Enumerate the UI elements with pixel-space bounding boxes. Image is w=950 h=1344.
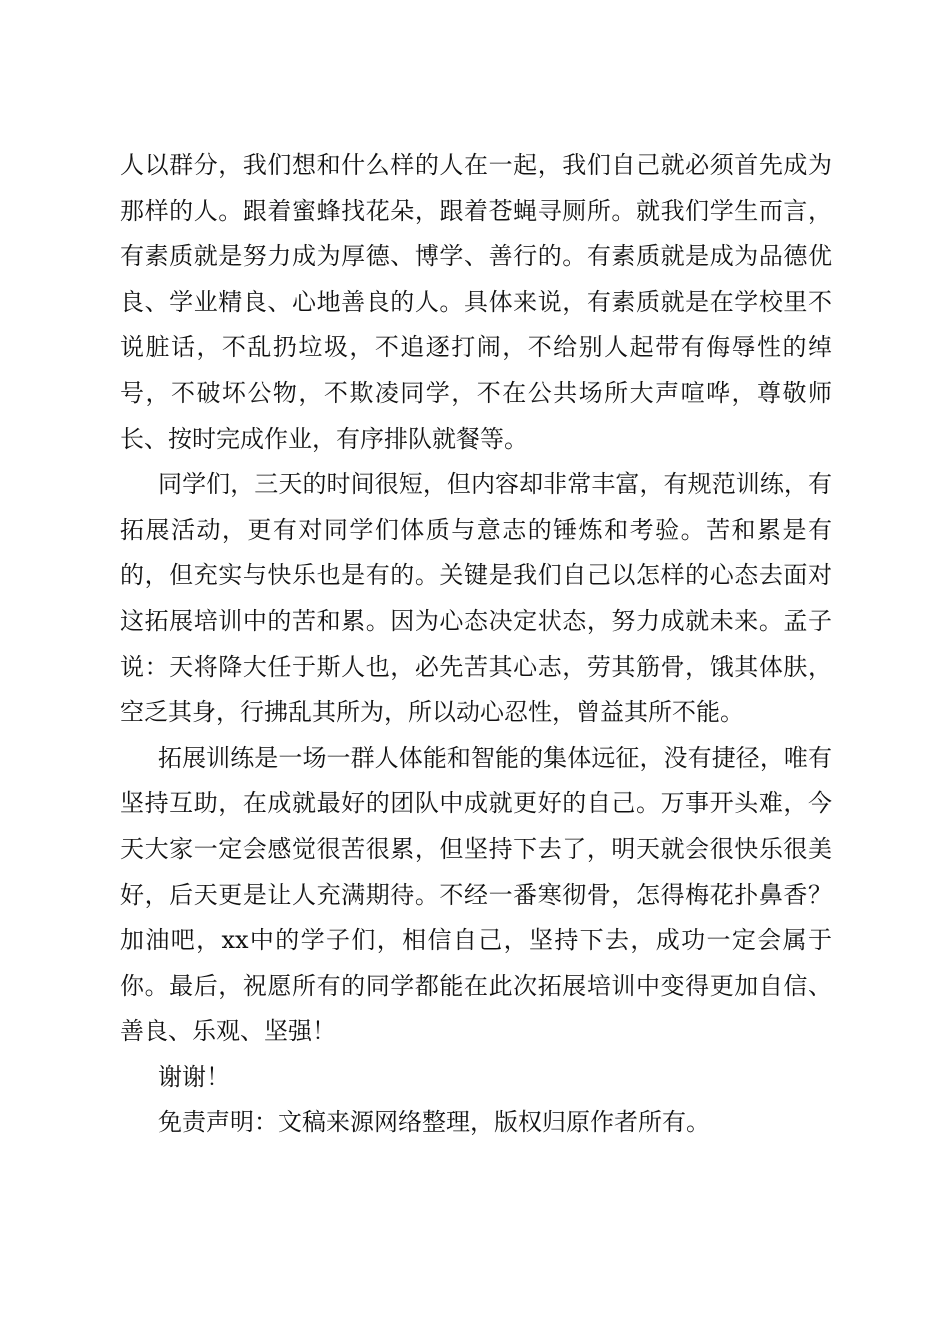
thanks-line: 谢谢！ — [158, 1062, 230, 1091]
paragraph-expansion-training: 拓展训练是一场一群人体能和智能的集体远征，没有捷径，唯有坚持互助，在成就最好的团队中成就更好的自己。万事开头难，今天大家一定会感觉很苦很累，但坚持下去了，明天就会很快乐很美好，后天更是让人充满期待。不经一番寒彻骨，怎得梅花扑鼻香？加油吧，xx中的学子们，相信自己，坚持下去，成功一定会属于你。最后，祝愿所有的同学都能在此次拓展培训中变得更加自信、善良、乐观、坚强！ — [120, 743, 832, 1046]
paragraph-continuation: 人以群分，我们想和什么样的人在一起，我们自己就必须首先成为那样的人。跟着蜜蜂找花朵，跟着苍蝇寻厕所。就我们学生而言，有素质就是努力成为厚德、博学、善行的。有素质就是成为品德优良、学业精良、心地善良的人。具体来说，有素质就是在学校里不说脏话，不乱扔垃圾，不追逐打闹，不给别人起带有侮辱性的绰号，不破坏公物，不欺凌同学，不在公共场所大声喧哗，尊敬师长、按时完成作业，有序排队就餐等。 — [120, 151, 832, 453]
paragraph-classmates: 同学们，三天的时间很短，但内容却非常丰富，有规范训练，有拓展活动，更有对同学们体质与意志的锤炼和考验。苦和累是有的，但充实与快乐也是有的。关键是我们自己以怎样的心态去面对这拓展培训中的苦和累。因为心态决定状态，努力成就未来。孟子说：天将降大任于斯人也，必先苦其心志，劳其筋骨，饿其体肤，空乏其身，行拂乱其所为，所以动心忍性，曾益其所不能。 — [120, 470, 832, 727]
document-body — [120, 143, 832, 1146]
disclaimer-line: 免责声明：文稿来源网络整理，版权归原作者所有。 — [158, 1108, 710, 1137]
